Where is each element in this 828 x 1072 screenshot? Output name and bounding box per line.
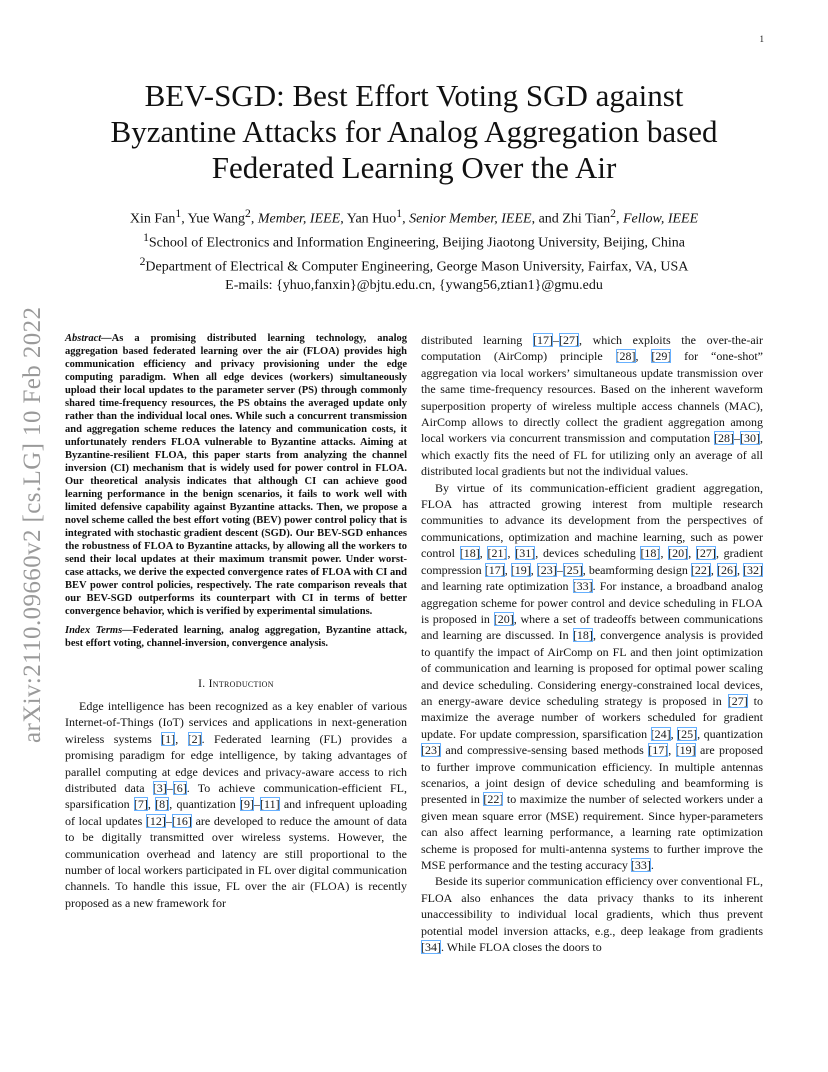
arxiv-identifier-stamp: arXiv:2110.09660v2 [cs.LG] 10 Feb 2022 [19, 306, 46, 744]
index-terms-label: Index Terms [65, 625, 123, 636]
section-heading-introduction: I. Introduction [198, 678, 274, 690]
author-names: Xin Fan$^1$, Yue Wang$^2$, Member, IEEE, Yan Huo$^1$, Senior Member, IEEE, and Zhi Tian$^2$, Fellow, IEEE [129, 207, 699, 227]
author-emails: E-mails: {yhuo,fanxin}@bjtu.edu.cn, {ywang56,ztian1}@gmu.edu [225, 278, 603, 294]
right-column [421, 332, 763, 955]
author-block [70, 205, 758, 296]
abstract-label: Abstract [65, 333, 102, 344]
intro-paragraph-4: Beside its superior communication efficiency over conventional FL, FLOA also enhances the data privacy thanks to its inherent unaccessibility to individual local gradients, which thus prevent potential model inversion attacks, e.g., deep leakage from gradients [34]. While FLOA closes the doors to [421, 874, 763, 955]
intro-paragraph-2: distributed learning [17]–[27], which exploits the over-the-air computation (AirComp) principle [28], [29] for “one-shot” aggregation via local workers’ simultaneous update transmission over the same time-frequency resources. Based on the inherent waveform superposition property of wireless multiple access channels (MAC), AirComp allows to directly collect the gradient aggregation among local workers via concurrent transmission and computation [28]–[30], which exactly fits the need of FL for utilizing only an average of all distributed local gradients but not the individual values. [421, 333, 763, 479]
abstract-text: —As a promising distributed learning technology, analog aggregation based federated learning over the air (FLOA) provides high communication efficiency and privacy provisioning under the edge computing paradigm. When all edge devices (workers) simultaneously upload their local updates to the parameter server (PS) through commonly shared time-frequency resources, the PS obtains the averaged update only rather than the individual local ones. While such a concurrent transmission and aggregation scheme reduces the latency and communication costs, it unfortunately renders FLOA vulnerable to Byzantine attacks. Aiming at Byzantine-resilient FLOA, this paper starts from analyzing the channel inversion (CI) mechanism that is widely used for power control in FLOA. Our theoretical analysis indicates that although CI can achieve good learning performance in the benign scenarios, it fails to work well with limited defensive capability against Byzantine attacks. Then, we propose a novel scheme called the best effort voting (BEV) power control policy that is integrated with stochastic gradient descent (SGD). Our BEV-SGD enhances the robustness of FLOA to Byzantine attacks, by allowing all the workers to send their local updates at their maximum transmit power. Under worst-case attacks, we derive the expected convergence rates of FLOA with CI and BEV power control policies, respectively. The rate comparison reveals that our BEV-SGD outperforms its counterpart with CI in terms of better convergence behavior, which is verified by experimental simulations. [65, 333, 407, 617]
abstract [65, 332, 407, 618]
intro-paragraph-1: Edge intelligence has been recognized as a key enabler of various Internet-of-Things (IoT) services and applications in next-generation wireless systems [1], [2]. Federated learning (FL) provides a promising paradigm for edge intelligence, by taking advantages of parallel computing at edge devices and privacy-aware access to rich distributed data [3]–[6]. To achieve communication-efficient FL, sparsification [7], [8], quantization [9]–[11] and infrequent uploading of local updates [12]–[16] are developed to reduce the amount of data to be digitally transmitted over wireless systems. However, the communication overhead and latency are still proportional to the number of local workers participated in FL over digital communication channels. To handle this issue, FL over the air (FLOA) is recently proposed as a new framework for [65, 699, 408, 910]
left-column [65, 332, 407, 911]
index-terms-text: —Federated learning, analog aggregation, Byzantine attack, best effort voting, channel-inversion, convergence analysis. [65, 625, 407, 649]
paper-title: BEV-SGD: Best Effort Voting SGD against Byzantine Attacks for Analog Aggregation based Federated Learning Over the Air [110, 78, 718, 185]
intro-paragraph-3: By virtue of its communication-efficient gradient aggregation, FLOA has attracted growing interest from multiple research communities to advance its development from the perspectives of communications, optimization and machine learning, such as power control [18], [21], [31], devices scheduling [18], [20], [27], gradient compression [17], [19], [23]–[25], beamforming design [22], [26], [32] and learning rate optimization [33]. For instance, a broadband analog aggregation scheme for power control and device scheduling in FLOA is proposed in [20], where a set of tradeoffs between communications and learning are discussed. In [18], convergence analysis is provided to quantify the impact of AirComp on FL and then joint optimization of communication and learning is proposed for optimal power scaling and device scheduling. Considering energy-constrained local devices, an energy-aware device scheduling strategy is proposed in [27] to maximize the average number of workers scheduled for gradient update. For update compression, sparsification [24], [25], quantization [23] and compressive-sensing based methods [17], [19] are proposed to further improve communication efficiency. In multiple antennas scenarios, a joint design of device scheduling and beamforming is presented in [22] to maximize the number of selected workers under a given mean square error (MSE) requirement. Since hyper-parameters can also affect learning performance, a learning rate optimization scheme is proposed for multi-antenna systems to further improve the MSE performance and the testing accuracy [33]. [421, 480, 764, 872]
affiliation-2: $^2$Department of Electrical & Computer Engineering, George Mason University, Fairfax, VA, USA [139, 255, 689, 275]
affiliation-1: $^1$School of Electronics and Information Engineering, Beijing Jiaotong University, Beijing, China [143, 231, 685, 251]
index-terms [65, 624, 407, 650]
page-number: 1 [759, 34, 764, 44]
